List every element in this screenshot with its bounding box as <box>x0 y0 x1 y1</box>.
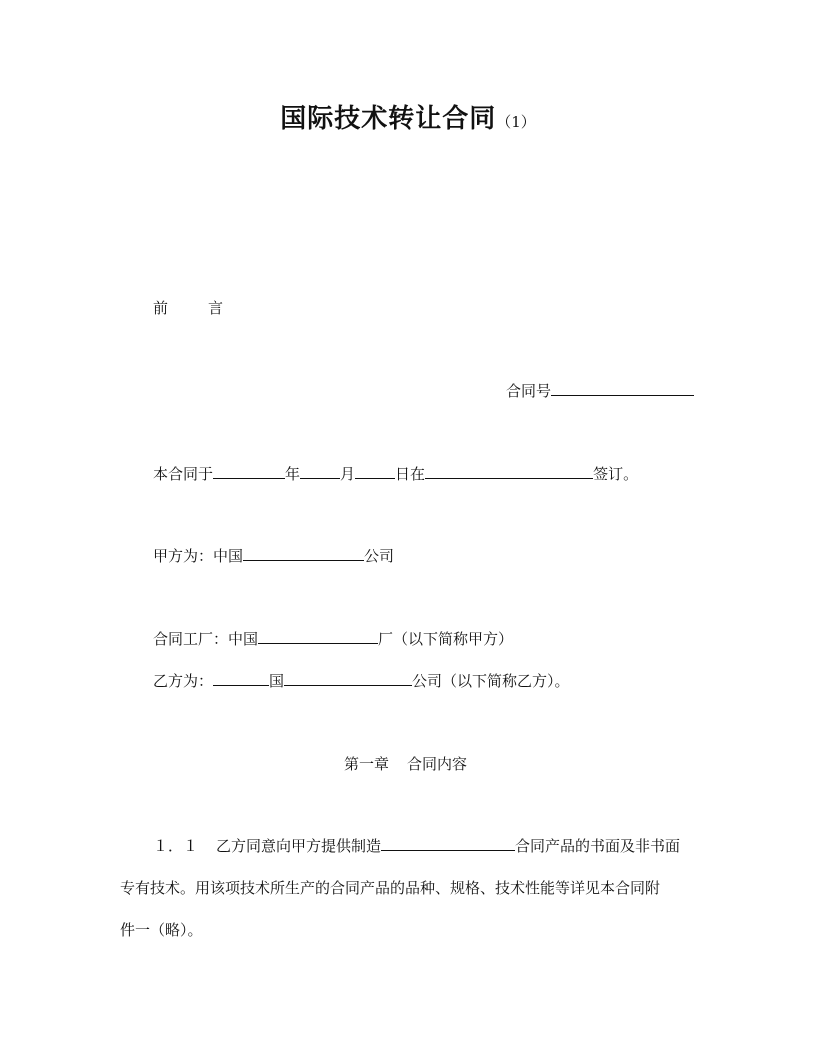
clause-1-1-line-1 <box>153 836 680 856</box>
signing-line <box>153 464 638 484</box>
preface-left-char: 前 <box>153 299 169 317</box>
factory-suffix: 厂（以下简称甲方） <box>378 630 514 648</box>
party-a-blank <box>243 546 364 561</box>
factory-prefix: 合同工厂：中国 <box>153 630 259 648</box>
signing-day-blank <box>355 464 395 479</box>
contract-number-blank <box>551 381 694 396</box>
chapter-heading <box>344 754 467 774</box>
contract-number-label: 合同号 <box>506 382 552 400</box>
factory-line <box>153 629 513 649</box>
signing-day-at: 日在 <box>395 465 426 483</box>
document-title-suffix: （1） <box>496 113 536 131</box>
signing-year-blank <box>213 464 285 479</box>
party-b-suffix: 公司（以下简称乙方）。 <box>412 672 570 690</box>
document-title-main: 国际技术转让合同 <box>280 104 497 134</box>
clause-1-1-line-2: 专有技术。用该项技术所生产的合同产品的品种、规格、技术性能等详见本合同附 <box>120 879 661 897</box>
preface-right-char: 言 <box>208 299 224 317</box>
chapter-name: 合同内容 <box>407 755 468 773</box>
party-b-country: 国 <box>269 672 285 690</box>
party-b-company-blank <box>284 671 412 686</box>
contract-number-line <box>506 381 694 401</box>
party-a-line <box>153 546 394 566</box>
signing-suffix: 签订。 <box>593 465 639 483</box>
party-b-line <box>153 671 570 691</box>
chapter-number: 第一章 <box>344 755 390 773</box>
clause-1-1-product-blank <box>381 836 515 851</box>
signing-prefix: 本合同于 <box>153 465 214 483</box>
preface-heading <box>153 298 223 318</box>
clause-1-1-text-before: 乙方同意向甲方提供制造 <box>216 837 382 855</box>
signing-place-blank <box>425 464 593 479</box>
signing-year: 年 <box>285 465 301 483</box>
signing-month-blank <box>300 464 340 479</box>
factory-blank <box>258 629 378 644</box>
party-a-prefix: 甲方为：中国 <box>153 547 244 565</box>
document-title <box>0 98 816 135</box>
party-b-country-blank <box>213 671 269 686</box>
signing-month: 月 <box>340 465 356 483</box>
party-b-prefix: 乙方为： <box>153 672 214 690</box>
clause-1-1-text-after: 合同产品的书面及非书面 <box>515 837 681 855</box>
clause-1-1-number: １．１ <box>153 837 199 855</box>
clause-1-1-line-3: 件一（略）。 <box>120 921 203 939</box>
party-a-suffix: 公司 <box>364 547 395 565</box>
